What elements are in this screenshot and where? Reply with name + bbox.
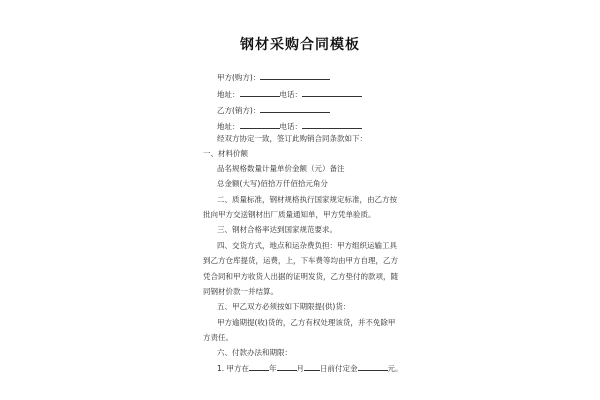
party-a-line (217, 71, 330, 83)
deposit-amount-blank (358, 362, 388, 371)
party-a-address-line (217, 88, 362, 100)
section-4-line-4: 同钢材价款一并结算。 (203, 287, 278, 296)
section-5-line-2: 方责任。 (203, 333, 233, 342)
section-1-heading: 一、材料价额 (203, 149, 248, 158)
party-a-blank (260, 71, 330, 80)
party-b-line (217, 104, 330, 116)
agreement-intro: 经双方协定一致，签订此购销合同条款如下： (217, 134, 367, 143)
address-label: 地址： (217, 90, 240, 99)
yuan-label: 元。 (387, 364, 403, 373)
address-blank (240, 88, 280, 97)
day-blank (304, 362, 320, 371)
total-amount-line: 总金额(大写)佰拾万仟佰拾元角分 (217, 179, 328, 188)
year-blank (249, 362, 269, 371)
section-6-heading: 六、付款办法和期限： (217, 348, 292, 357)
phone-blank (302, 120, 362, 129)
party-a-label: 甲方(购方)： (217, 73, 261, 82)
month-blank (277, 362, 297, 371)
price-table-header: 品名规格数量计量单价金额（元）备注 (217, 164, 345, 173)
deposit-label: 日前付定金 (320, 364, 358, 373)
section-5-heading: 五、甲乙双方必须按如下期限提(供)货： (217, 302, 351, 311)
phone-label: 电话： (279, 122, 302, 131)
section-5-line-1: 甲方逾期提(收)货的，乙方有权处理该货，并不免除甲 (217, 318, 396, 327)
document-title: 钢材采购合同模板 (240, 37, 360, 53)
section-4-line-2: 到乙方仓库提货，运费，上，下车费等均由甲方自理，乙方 (203, 256, 398, 265)
payment-prefix: 1. 甲方在 (217, 364, 250, 373)
section-3-line: 三、钢材合格率达到国家规范要求。 (217, 225, 337, 234)
payment-deadline-line (217, 362, 403, 374)
address-blank (240, 120, 280, 129)
year-label: 年 (269, 364, 277, 373)
party-b-label: 乙方(销方)： (217, 106, 261, 115)
address-label: 地址： (217, 122, 240, 131)
month-label: 月 (296, 364, 305, 373)
section-2-line-2: 批向甲方交送钢材出厂质量通知单，甲方凭单验质。 (203, 210, 376, 219)
party-b-address-line (217, 120, 362, 132)
section-4-line-3: 凭合同和甲方收货人出据的证明发货，乙方垫付的款项，随 (203, 272, 398, 281)
section-2-line-1: 二、质量标准，钢材规格执行国家规定标准，由乙方按 (217, 195, 397, 204)
phone-blank (302, 88, 362, 97)
section-4-line-1: 四、交货方式，地点和运杂费负担：甲方组织运输工具 (217, 241, 397, 250)
party-b-blank (260, 104, 330, 113)
phone-label: 电话： (279, 90, 302, 99)
